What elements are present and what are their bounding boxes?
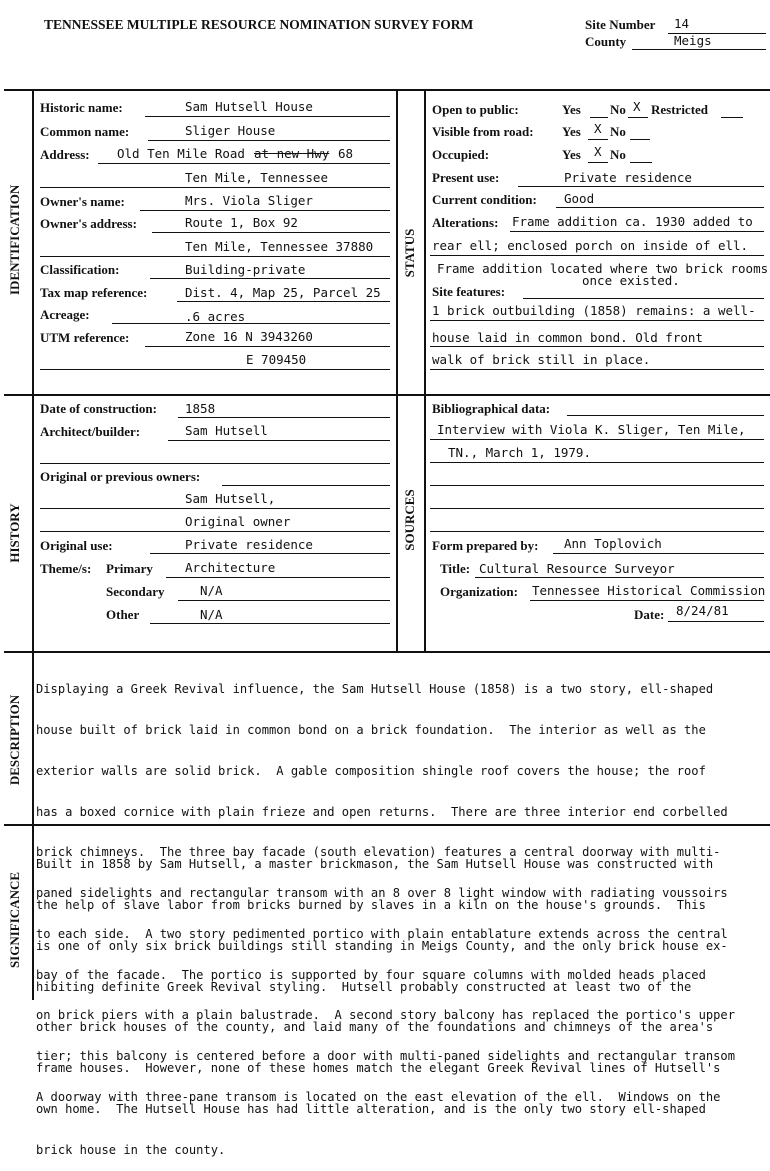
- primary-label: Primary: [106, 561, 153, 576]
- mid-rule-lower-right: [424, 396, 426, 651]
- occupied-yes-blank: [588, 162, 608, 163]
- owner-address-2: Ten Mile, Tennessee 37880: [185, 239, 374, 254]
- section-status: STATUS: [402, 228, 417, 278]
- alterations-rule-1: [510, 231, 764, 232]
- prepared-by-line: [553, 553, 764, 554]
- significance-line: Built in 1858 by Sam Hutsell, a master brickmason, the Sam Hutsell House was constructed with: [36, 857, 714, 872]
- history-blank-line: [40, 463, 390, 464]
- address-line-2-rule: [40, 187, 390, 188]
- utm-line-2: [40, 369, 390, 370]
- section-significance: SIGNIFICANCE: [7, 871, 22, 969]
- condition-label: Current condition:: [432, 192, 537, 207]
- site-features-rule-2: [430, 346, 764, 347]
- utm-label: UTM reference:: [40, 330, 130, 345]
- prepared-by-label: Form prepared by:: [432, 538, 539, 553]
- prepared-by-value: Ann Toplovich: [564, 536, 662, 551]
- occupied-yes-label: Yes: [562, 147, 581, 162]
- site-features-line-3: walk of brick still in place.: [432, 352, 651, 367]
- bibliography-rule-3: [430, 485, 764, 486]
- bibliography-rule-1: [430, 439, 764, 440]
- significance-line: is one of only six brick buildings still standing in Meigs County, and the only brick house ex-: [36, 938, 728, 953]
- owners-label: Original or previous owners:: [40, 469, 201, 484]
- significance-line: the help of slave labor from bricks burned by slaves in a kiln on the house's grounds. This: [36, 897, 706, 912]
- date-construction-label: Date of construction:: [40, 401, 157, 416]
- site-features-rule-1: [430, 320, 764, 321]
- condition-value: Good: [564, 191, 595, 206]
- left-section-rule: [32, 89, 34, 1000]
- description-rule: [4, 651, 770, 653]
- mid-rule-upper-left: [396, 89, 398, 394]
- primary-line: [166, 577, 390, 578]
- historic-name-line: [145, 116, 390, 117]
- architect-value: Sam Hutsell: [185, 423, 268, 438]
- bibliography-rule-5: [430, 531, 764, 532]
- significance-line: other brick houses of the county, and laid many of the foundations and chimneys of the area's: [36, 1020, 714, 1035]
- classification-label: Classification:: [40, 262, 120, 277]
- original-use-line: [150, 553, 390, 554]
- bibliography-rule-2: [430, 462, 764, 463]
- occupied-label: Occupied:: [432, 147, 490, 162]
- condition-line: [556, 207, 764, 208]
- description-line: to each side. A two story pedimented portico with plain entablature extends across the central: [36, 926, 728, 941]
- visible-yes-label: Yes: [562, 124, 581, 139]
- mid-rule-lower-left: [396, 396, 398, 651]
- top-rule: [4, 89, 770, 91]
- owners-line-2: [40, 531, 390, 532]
- significance-line: frame houses. However, none of these homes match the elegant Greek Revival lines of Hutsell's: [36, 1061, 721, 1076]
- open-yes-label: Yes: [562, 102, 581, 117]
- open-no-label: No: [610, 102, 626, 117]
- occupied-yes-mark: X: [594, 144, 602, 159]
- secondary-label: Secondary: [106, 584, 165, 599]
- original-use-label: Original use:: [40, 538, 113, 553]
- tax-map-label: Tax map reference:: [40, 285, 148, 300]
- organization-label: Organization:: [440, 584, 518, 599]
- historic-name-value: Sam Hutsell House: [185, 99, 313, 114]
- section-history: HISTORY: [7, 503, 22, 563]
- classification-value: Building-private: [185, 262, 306, 277]
- owner-address-2-line: [40, 256, 390, 257]
- date-construction-line: [178, 417, 390, 418]
- alterations-line-4: once existed.: [582, 273, 680, 288]
- bibliography-line-2: TN., March 1, 1979.: [448, 445, 591, 460]
- present-use-label: Present use:: [432, 170, 500, 185]
- history-rule: [4, 394, 770, 396]
- secondary-value: N/A: [200, 583, 223, 598]
- description-line: bay of the facade. The portico is supported by four square columns with molded heads placed: [36, 967, 706, 982]
- owners-line-1: [40, 508, 390, 509]
- alterations-line-3: Frame addition located where two brick rooms: [437, 261, 769, 276]
- site-number-label: Site Number: [585, 17, 656, 32]
- owners-line-0: [222, 485, 390, 486]
- form-date-line: [668, 621, 764, 622]
- common-name-value: Sliger House: [185, 123, 276, 138]
- architect-label: Architect/builder:: [40, 424, 141, 439]
- utm-value-2: E 709450: [246, 352, 307, 367]
- address-line-1b: at new Hwy: [254, 146, 330, 161]
- significance-text: [36, 831, 728, 1171]
- classification-line: [150, 278, 390, 279]
- occupied-no-blank: [630, 162, 652, 163]
- owners-value-2: Original owner: [185, 514, 291, 529]
- organization-line: [530, 600, 764, 601]
- alterations-rule-2: [430, 255, 764, 256]
- form-title: TENNESSEE MULTIPLE RESOURCE NOMINATION SURVEY FORM: [44, 17, 474, 32]
- utm-line-1: [145, 346, 390, 347]
- bibliography-rule-4: [430, 508, 764, 509]
- mid-rule-upper-right: [424, 89, 426, 394]
- themes-label: Theme/s:: [40, 561, 92, 576]
- architect-line: [168, 440, 390, 441]
- primary-value: Architecture: [185, 560, 276, 575]
- site-number-value: 14: [674, 16, 690, 31]
- visible-no-label: No: [610, 124, 626, 139]
- site-features-line-1: 1 brick outbuilding (1858) remains: a well-: [432, 303, 756, 318]
- title-value: Cultural Resource Surveyor: [479, 561, 675, 576]
- description-line: tier; this balcony is centered before a door with multi-paned sidelights and rectangular transom: [36, 1049, 735, 1064]
- open-restricted-label: Restricted: [651, 102, 709, 117]
- common-name-label: Common name:: [40, 124, 130, 139]
- open-no-mark: X: [633, 99, 641, 114]
- address-line-1a: Old Ten Mile Road: [117, 146, 245, 161]
- county-label: County: [585, 34, 627, 49]
- section-sources: SOURCES: [402, 489, 417, 551]
- open-restricted-blank: [721, 117, 743, 118]
- owner-address-1-line: [152, 232, 390, 233]
- site-features-label: Site features:: [432, 284, 506, 299]
- description-line: Displaying a Greek Revival influence, the Sam Hutsell House (1858) is a two story, ell-shaped: [36, 682, 714, 697]
- original-use-value: Private residence: [185, 537, 313, 552]
- alterations-label: Alterations:: [432, 215, 499, 230]
- significance-line: hibiting definite Greek Revival styling. Hutsell probably constructed at least two of the: [36, 979, 692, 994]
- description-line: exterior walls are solid brick. A gable composition shingle roof covers the house; the roof: [36, 763, 706, 778]
- description-line: has a boxed cornice with plain frieze and open returns. There are three interior end corbelled: [36, 804, 728, 819]
- title-line: [475, 577, 764, 578]
- address-line-2: Ten Mile, Tennessee: [185, 170, 328, 185]
- bibliography-label: Bibliographical data:: [432, 401, 551, 416]
- site-features-rule-3: [430, 369, 764, 370]
- visible-yes-mark: X: [594, 121, 602, 136]
- other-line: [150, 623, 390, 624]
- section-identification: IDENTIFICATION: [7, 184, 22, 295]
- owner-name-line: [140, 210, 390, 211]
- common-name-line: [148, 140, 390, 141]
- description-line: on brick piers with a plain balustrade. A second story balcony has replaced the portico's upper: [36, 1008, 735, 1023]
- address-line-1c: 68: [338, 146, 354, 161]
- description-line: house built of brick laid in common bond on a brick foundation. The interior as well as the: [36, 722, 706, 737]
- county-value: Meigs: [674, 33, 712, 48]
- date-construction-value: 1858: [185, 401, 216, 416]
- form-date-label: Date:: [634, 607, 665, 622]
- open-no-blank: [628, 117, 648, 118]
- historic-name-label: Historic name:: [40, 100, 123, 115]
- section-description: DESCRIPTION: [7, 694, 22, 786]
- form-date-value: 8/24/81: [676, 603, 729, 618]
- site-features-rule-0: [523, 298, 764, 299]
- owner-address-1: Route 1, Box 92: [185, 215, 298, 230]
- organization-value: Tennessee Historical Commission: [532, 583, 766, 598]
- title-label: Title:: [440, 561, 471, 576]
- occupied-no-label: No: [610, 147, 626, 162]
- acreage-label: Acreage:: [40, 307, 90, 322]
- utm-value-1: Zone 16 N 3943260: [185, 329, 313, 344]
- visible-from-road-label: Visible from road:: [432, 124, 534, 139]
- address-label: Address:: [40, 147, 90, 162]
- acreage-value: .6 acres: [185, 309, 246, 324]
- open-to-public-label: Open to public:: [432, 102, 519, 117]
- owner-address-label: Owner's address:: [40, 216, 137, 231]
- acreage-line: [112, 323, 390, 324]
- visible-yes-blank: [588, 139, 608, 140]
- alterations-line-2: rear ell; enclosed porch on inside of ell.: [432, 238, 749, 253]
- significance-line: own home. The Hutsell House has had little alteration, and is the only two story ell-shaped: [36, 1101, 706, 1116]
- owners-value-1: Sam Hutsell,: [185, 491, 276, 506]
- owner-name-label: Owner's name:: [40, 194, 125, 209]
- open-yes-blank: [590, 117, 608, 118]
- present-use-line: [518, 186, 764, 187]
- site-features-line-2: house laid in common bond. Old front: [432, 330, 703, 345]
- bibliography-line-1: Interview with Viola K. Sliger, Ten Mile,: [437, 422, 746, 437]
- county-underline: [632, 49, 766, 50]
- other-value: N/A: [200, 607, 223, 622]
- address-line-1-rule: [98, 163, 390, 164]
- description-line: A doorway with three-pane transom is located on the east elevation of the ell. Windows on the: [36, 1090, 721, 1104]
- tax-map-line: [177, 301, 390, 302]
- owner-name-value: Mrs. Viola Sliger: [185, 193, 313, 208]
- description-line: paned sidelights and rectangular transom with an 8 over 8 light window with radiating voussoirs: [36, 886, 728, 901]
- visible-no-blank: [630, 139, 650, 140]
- tax-map-value: Dist. 4, Map 25, Parcel 25: [185, 285, 381, 300]
- present-use-value: Private residence: [564, 170, 692, 185]
- bibliography-line-0: [567, 415, 764, 416]
- alterations-line-1: Frame addition ca. 1930 added to: [512, 214, 753, 229]
- significance-line: brick house in the county.: [36, 1142, 226, 1157]
- other-label: Other: [106, 607, 140, 622]
- description-line: brick chimneys. The three bay facade (south elevation) features a central doorway with multi-: [36, 845, 721, 860]
- secondary-line: [178, 600, 390, 601]
